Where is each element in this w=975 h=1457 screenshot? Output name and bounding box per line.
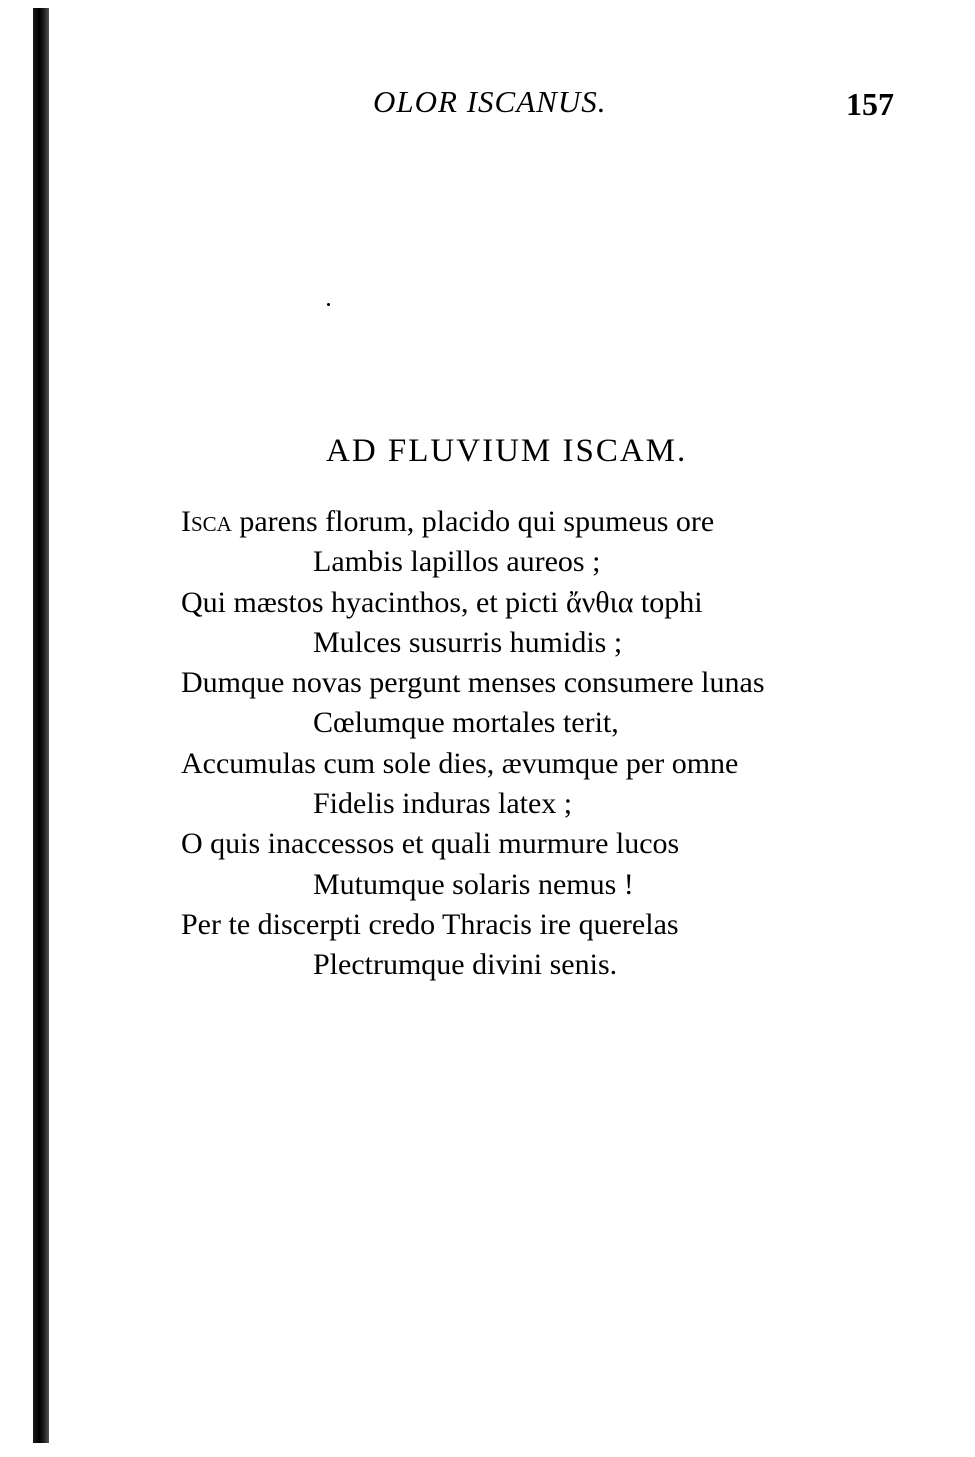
ink-speck (327, 303, 330, 306)
verse-line: Fidelis induras latex ; (313, 787, 573, 821)
verse-line: Cœlumque mortales terit, (313, 706, 619, 740)
verse-line: Accumulas cum sole dies, ævumque per omne (181, 746, 739, 780)
running-title: OLOR ISCANUS. (373, 84, 607, 119)
poem-title: AD FLUVIUM ISCAM. (326, 433, 688, 469)
verse-line: Qui mæstos hyacinthos, et picti ἄνθια tophi (181, 585, 703, 619)
verse-line: Lambis lapillos aureos ; (313, 545, 601, 579)
verse-line: Isca parens florum, placido qui spumeus ore (181, 505, 715, 538)
page-number: 157 (846, 86, 894, 122)
verse-line: Mulces susurris humidis ; (313, 625, 623, 659)
verse-line: O quis inaccessos et quali murmure lucos (181, 827, 680, 861)
poem-body (181, 502, 901, 986)
verse-line: Per te discerpti credo Thracis ire querelas (181, 907, 679, 941)
verse-line: Mutumque solaris nemus ! (313, 867, 634, 901)
page-binding-edge (33, 8, 49, 1443)
verse-line: Dumque novas pergunt menses consumere lunas (181, 666, 765, 700)
small-caps-word: Isca (181, 505, 232, 538)
verse-line: Plectrumque divini senis. (313, 948, 618, 982)
